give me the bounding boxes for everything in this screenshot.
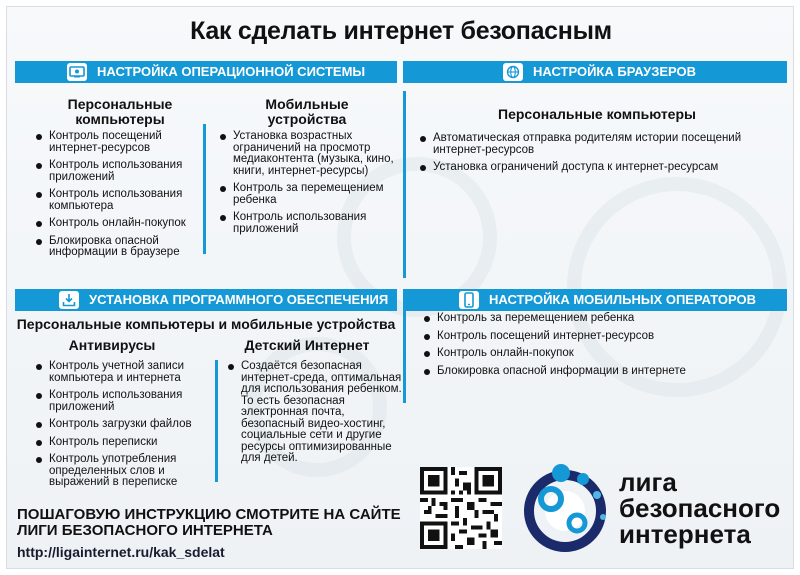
list-item: Блокировка опасной информации в интернете xyxy=(423,366,783,378)
os-mobile-heading: Мобильные устройства xyxy=(265,96,349,127)
logo-line1: лига xyxy=(619,467,677,497)
liga-logo-text xyxy=(619,469,780,547)
smartphone-icon xyxy=(459,291,479,309)
software-subheading: Персональные компьютеры и мобильные устройства xyxy=(16,316,396,332)
list-item: Контроль посещений интернет-ресурсов xyxy=(423,331,783,343)
software-panel-title: УСТАНОВКА ПРОГРАММНОГО ОБЕСПЕЧЕНИЯ xyxy=(89,292,389,307)
kids-internet-heading: Детский Интернет xyxy=(244,337,370,353)
kids-internet-text: Создаётся безопасная интернет-среда, оптимальная для использования ребенком. То есть безопасная электронная почта, безопасный видео-хостинг, социальные сети и другие ресурсы оптимизированные для детей. xyxy=(227,361,402,465)
list-item: Контроль онлайн-покупок xyxy=(423,348,783,360)
globe-icon xyxy=(503,63,523,81)
footer-line1: ПОШАГОВУЮ ИНСТРУКЦИЮ СМОТРИТЕ НА САЙТЕ xyxy=(17,506,401,523)
list-item: Контроль использования приложений xyxy=(35,160,200,183)
list-item: Автоматическая отправка родителям истории посещений интернет-ресурсов xyxy=(419,133,759,156)
os-panel-header xyxy=(15,61,397,83)
list-item: Контроль употребления определенных слов и выражений в переписке xyxy=(35,454,210,489)
list-item: Блокировка опасной информации в браузере xyxy=(35,236,200,259)
antivirus-heading: Антивирусы xyxy=(68,337,156,353)
os-panel-title: НАСТРОЙКА ОПЕРАЦИОННОЙ СИСТЕМЫ xyxy=(97,64,366,79)
monitor-settings-icon xyxy=(67,63,87,81)
list-item: Контроль за перемещением ребенка xyxy=(423,313,783,325)
page-title: Как сделать интернет безопасным xyxy=(190,17,612,45)
browsers-list xyxy=(419,133,759,180)
os-mobile-list xyxy=(219,131,399,241)
mobile-panel-header xyxy=(403,289,787,311)
list-item: Установка ограничений доступа к интернет-ресурсам xyxy=(419,162,759,174)
list-item: Контроль загрузки файлов xyxy=(35,419,210,431)
browsers-panel-header xyxy=(403,61,787,83)
download-icon xyxy=(59,291,79,309)
footer-instruction xyxy=(17,507,417,539)
infographic xyxy=(6,6,794,569)
list-item: Контроль переписки xyxy=(35,437,210,449)
list-item: Контроль за перемещением ребенка xyxy=(219,183,399,206)
divider xyxy=(215,360,218,482)
footer-line2: ЛИГИ БЕЗОПАСНОГО ИНТЕРНЕТА xyxy=(17,522,273,539)
logo-line3: интернета xyxy=(619,519,751,549)
list-item: Контроль использования компьютера xyxy=(35,189,200,212)
divider xyxy=(403,311,406,403)
list-item: Контроль учетной записи компьютера и интернета xyxy=(35,361,210,384)
qr-code xyxy=(420,467,502,549)
liga-logo-mark xyxy=(513,459,613,559)
antivirus-list xyxy=(35,361,210,495)
logo-line2: безопасного xyxy=(619,493,781,523)
divider xyxy=(203,124,206,254)
browsers-pc-heading: Персональные компьютеры xyxy=(498,106,696,122)
list-item: Контроль посещений интернет-ресурсов xyxy=(35,131,200,154)
software-panel-header xyxy=(15,289,397,311)
os-pc-heading: Персональные компьютеры xyxy=(67,96,173,127)
list-item: Контроль использования приложений xyxy=(35,390,210,413)
footer-link[interactable]: http://ligainternet.ru/kak_sdelat xyxy=(17,544,225,560)
list-item: Контроль онлайн-покупок xyxy=(35,218,200,230)
os-pc-list xyxy=(35,131,200,265)
browsers-panel-title: НАСТРОЙКА БРАУЗЕРОВ xyxy=(533,64,697,79)
mobile-panel-title: НАСТРОЙКА МОБИЛЬНЫХ ОПЕРАТОРОВ xyxy=(489,292,756,307)
mobile-list xyxy=(423,313,783,383)
list-item: Контроль использования приложений xyxy=(219,212,399,235)
divider xyxy=(403,91,406,278)
list-item: Установка возрастных ограничений на просмотр медиаконтента (музыка, кино, книги, интернет-ресурсы) xyxy=(219,131,399,177)
kids-internet-list xyxy=(227,361,402,471)
